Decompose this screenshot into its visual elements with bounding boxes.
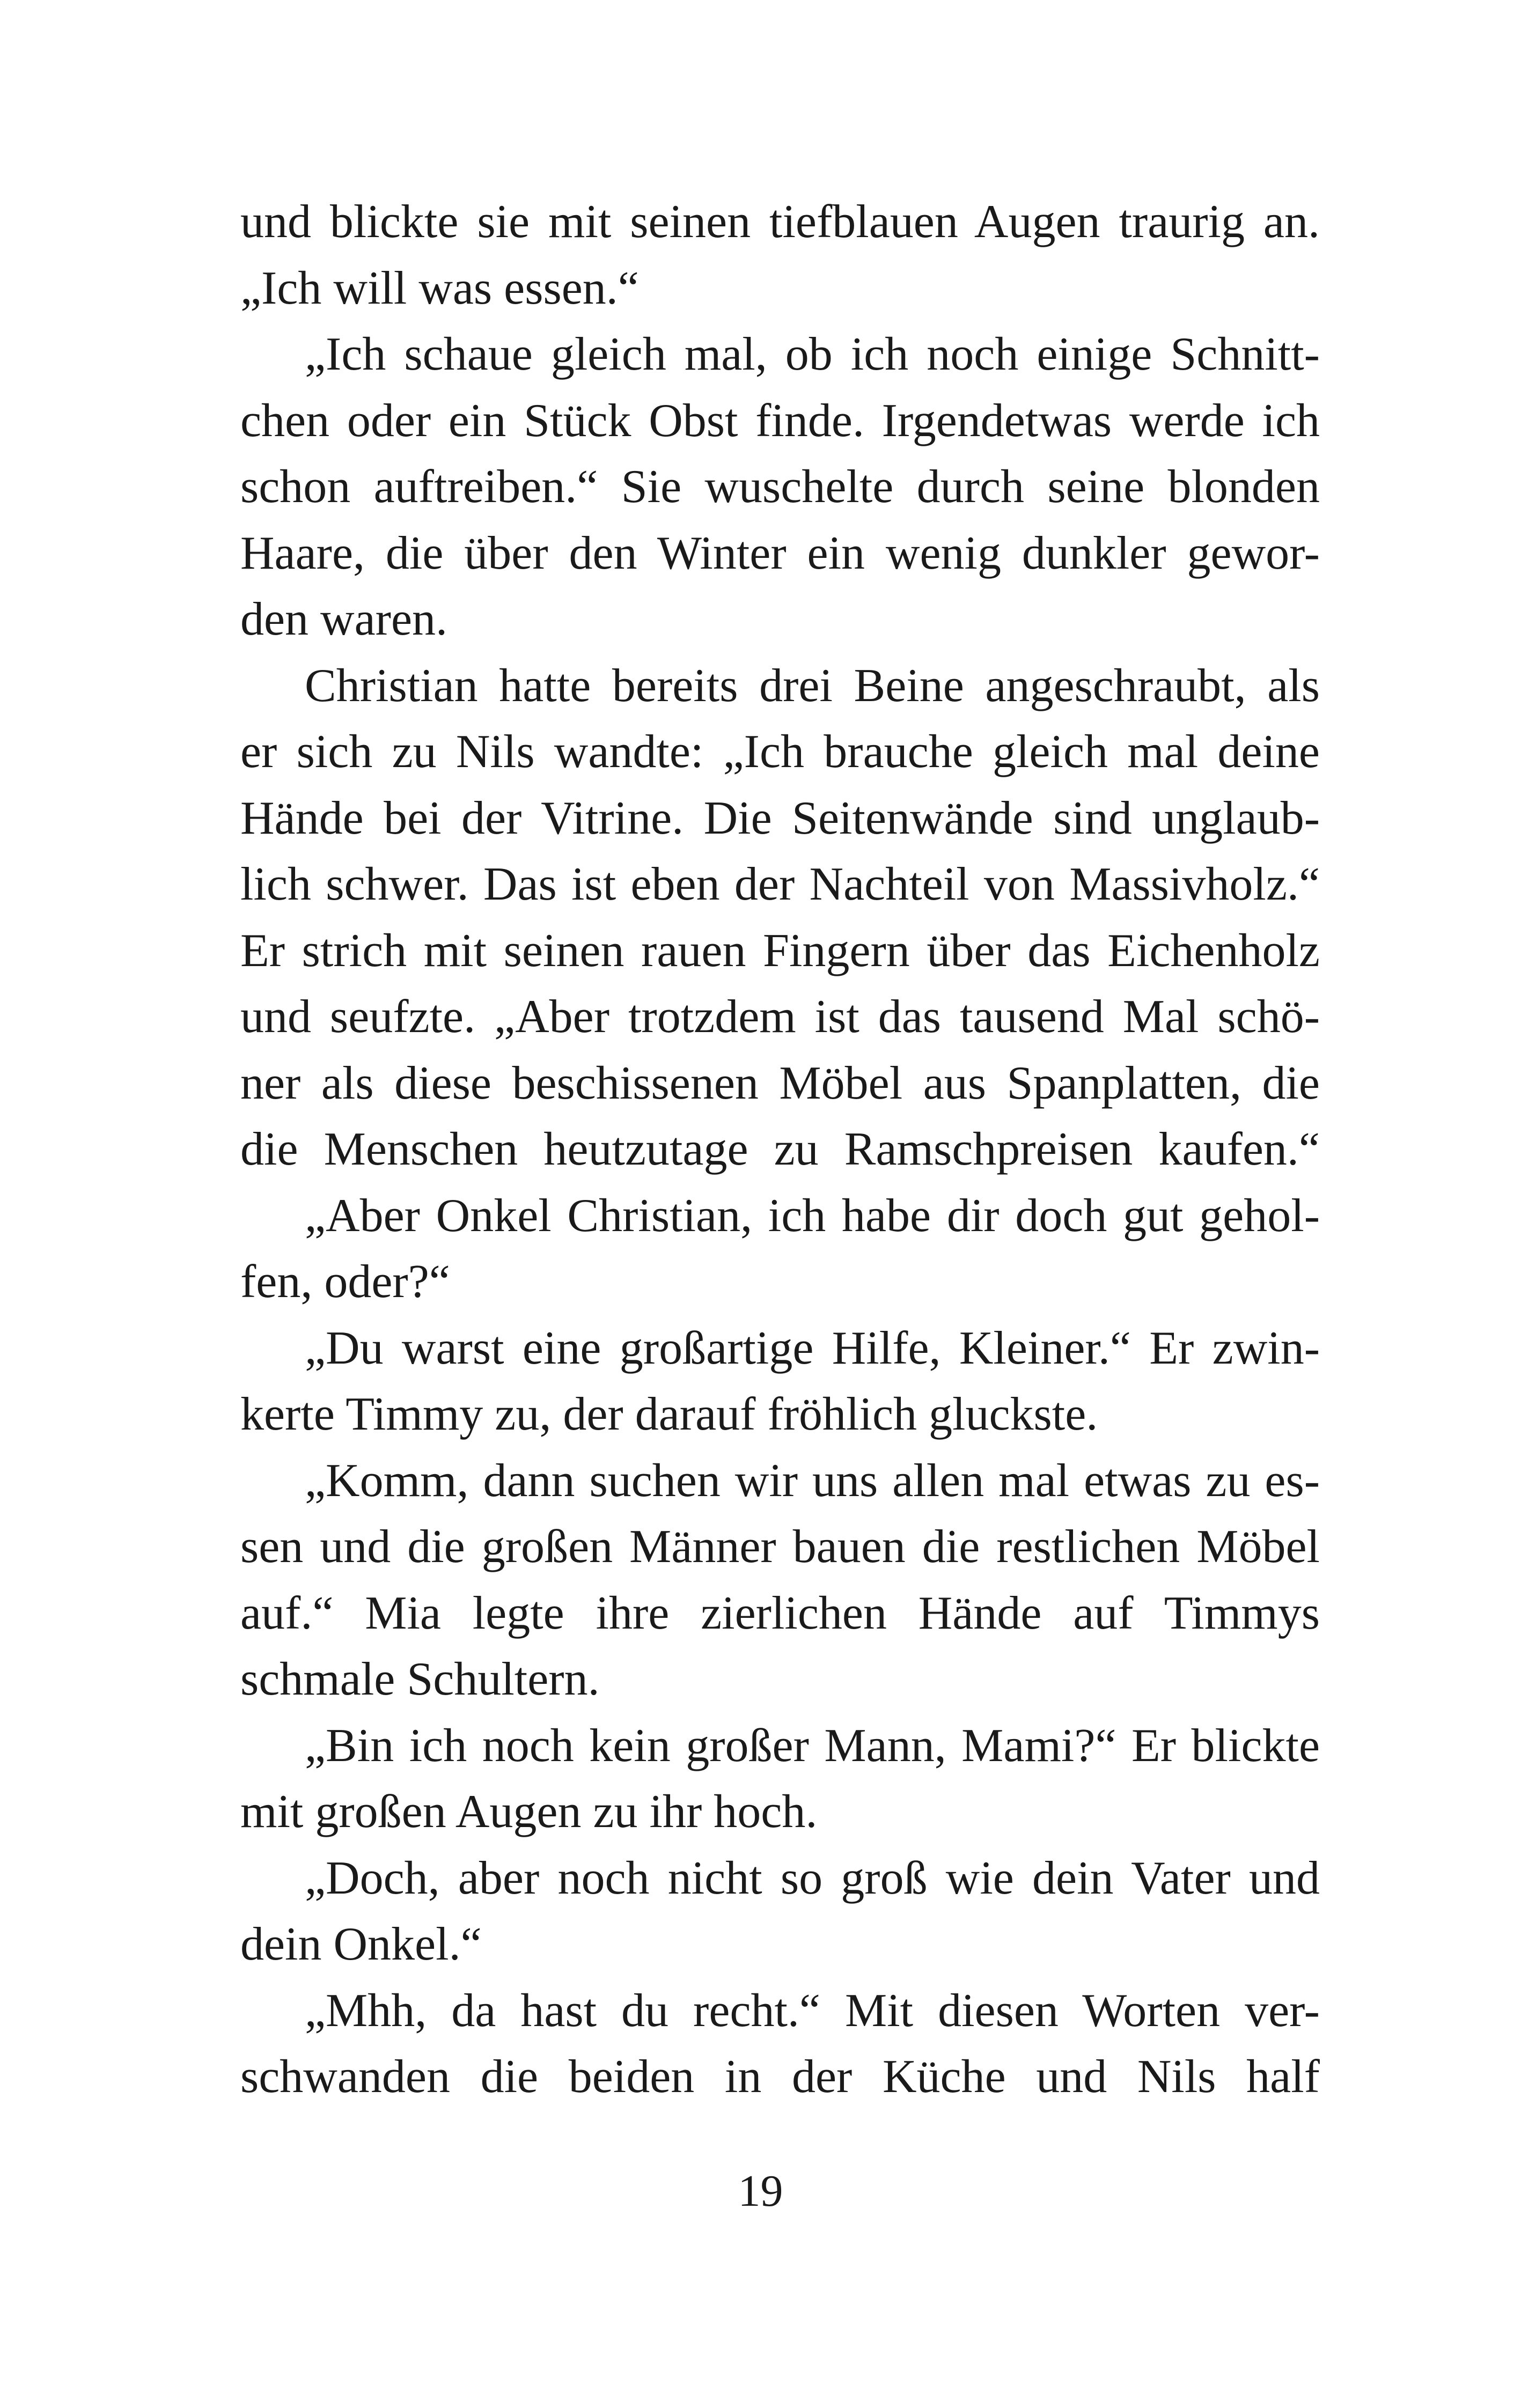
text-line: kerte Timmy zu, der darauf fröhlich gluckste.: [240, 1388, 1098, 1440]
text-line: Christian hatte bereits drei Beine angeschraubt, als: [305, 659, 1320, 712]
body-text: [240, 189, 1320, 2110]
text-line: und blickte sie mit seinen tiefblauen Augen traurig an.: [240, 196, 1320, 248]
text-line: „Komm, dann suchen wir uns allen mal etwas zu es-: [305, 1454, 1320, 1507]
text-line: schon auftreiben.“ Sie wuschelte durch seine blonden: [240, 461, 1320, 513]
text-line: Haare, die über den Winter ein wenig dunkler gewor-: [240, 527, 1320, 579]
text-line: lich schwer. Das ist eben der Nachteil von Massivholz.“: [240, 858, 1320, 910]
text-line: „Ich schaue gleich mal, ob ich noch einige Schnitt-: [305, 328, 1320, 380]
text-line: „Bin ich noch kein großer Mann, Mami?“ Er blickte: [305, 1719, 1320, 1772]
text-line: dein Onkel.“: [240, 1918, 482, 1970]
text-line: ner als diese beschissenen Möbel aus Spanplatten, die: [240, 1057, 1320, 1109]
text-line: Er strich mit seinen rauen Fingern über das Eichenholz: [240, 924, 1320, 977]
page-number: 19: [738, 2166, 783, 2216]
text-line: die Menschen heutzutage zu Ramschpreisen kaufen.“: [240, 1123, 1320, 1175]
text-line: „Aber Onkel Christian, ich habe dir doch gut gehol-: [305, 1189, 1320, 1242]
text-line: mit großen Augen zu ihr hoch.: [240, 1786, 818, 1838]
text-line: sen und die großen Männer bauen die restlichen Möbel: [240, 1521, 1320, 1573]
text-line: den waren.: [240, 593, 448, 645]
text-line: und seufzte. „Aber trotzdem ist das tausend Mal schö-: [240, 991, 1320, 1043]
text-line: auf.“ Mia legte ihre zierlichen Hände auf Timmys: [240, 1587, 1320, 1639]
text-line: fen, oder?“: [240, 1256, 450, 1308]
text-line: chen oder ein Stück Obst finde. Irgendetwas werde ich: [240, 394, 1320, 447]
text-line: „Ich will was essen.“: [240, 262, 639, 314]
text-line: schmale Schultern.: [240, 1653, 600, 1705]
text-line: „Mhh, da hast du recht.“ Mit diesen Worten ver-: [305, 1984, 1320, 2037]
text-line: Hände bei der Vitrine. Die Seitenwände sind unglaub-: [240, 792, 1320, 844]
text-line: er sich zu Nils wandte: „Ich brauche gleich mal deine: [240, 726, 1320, 778]
text-line: schwanden die beiden in der Küche und Nils half: [240, 2051, 1320, 2103]
text-line: „Doch, aber noch nicht so groß wie dein Vater und: [305, 1852, 1320, 1904]
text-line: „Du warst eine großartige Hilfe, Kleiner.“ Er zwin-: [305, 1322, 1320, 1374]
